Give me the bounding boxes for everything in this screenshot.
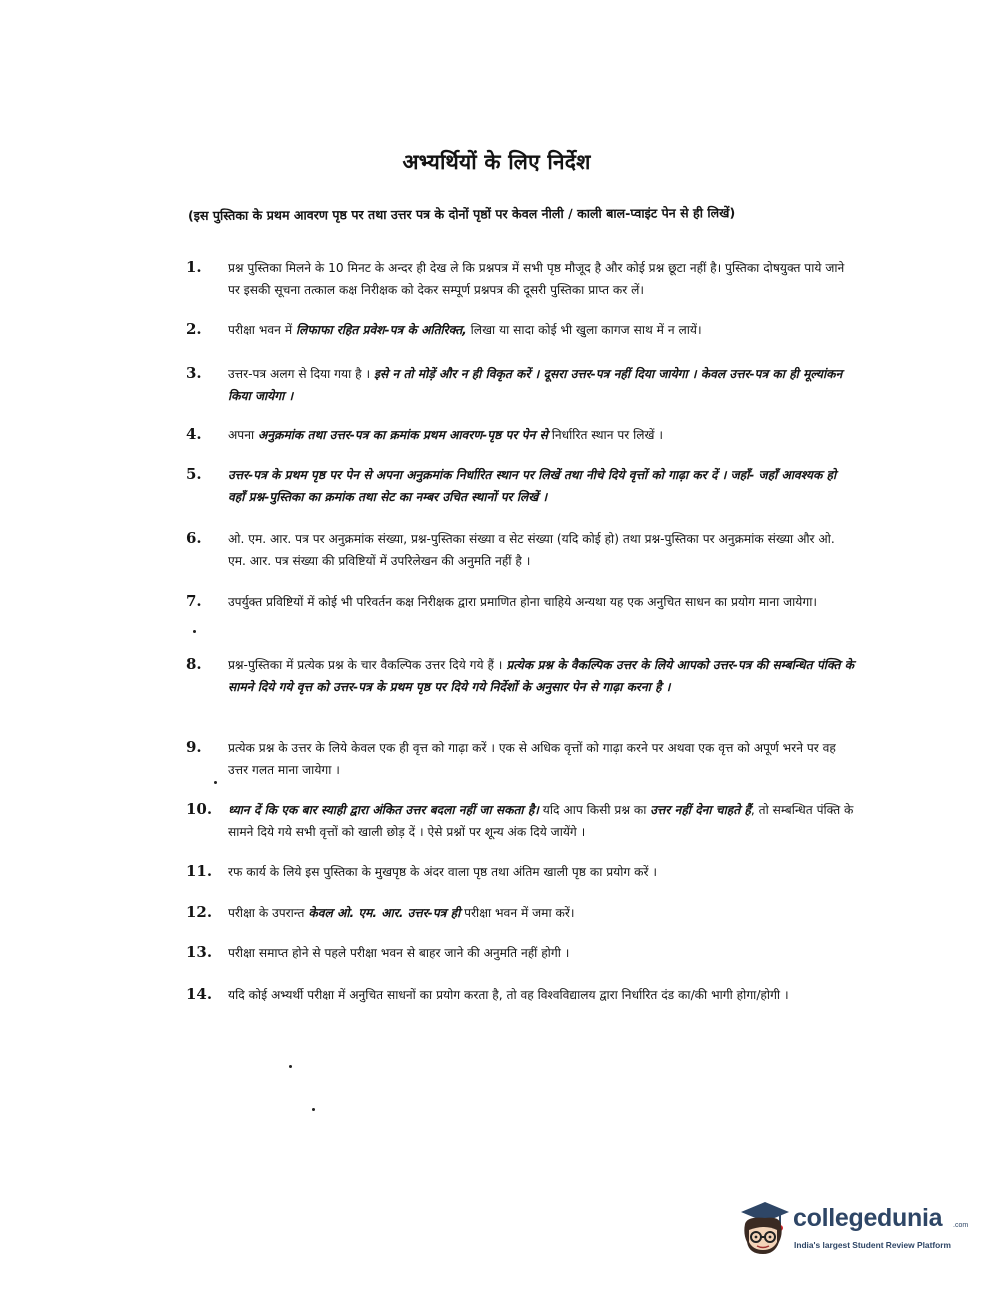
instruction-text-emphasis: उत्तर-पत्र के प्रथम पृष्ठ पर पेन से अपना अनुक्रमांक निर्धारित स्थान पर लिखें तथा नीचे दिये वृत्तों को गाढ़ा कर दें । जहाँ- जहाँ आवश्यक हो वहाँ प्रश्न-पुस्तिका का क्रमांक तथा सेट का नम्बर उचित स्थानों पर लिखें । xyxy=(228,468,837,504)
instruction-text xyxy=(228,799,856,843)
instruction-text xyxy=(228,984,856,1006)
scan-speck xyxy=(312,1108,315,1111)
instruction-number: 7. xyxy=(186,592,202,610)
instruction-text xyxy=(228,902,856,924)
scan-speck xyxy=(193,630,196,633)
brand-tagline: India's largest Student Review Platform xyxy=(794,1240,951,1250)
scan-speck xyxy=(289,1065,292,1068)
instruction-number: 8. xyxy=(186,655,202,673)
instruction-number: 4. xyxy=(186,425,202,443)
instruction-text-part: उपर्युक्त प्रविष्टियों में कोई भी परिवर्तन कक्ष निरीक्षक द्वारा प्रमाणित होना चाहिये अन्यथा यह एक अनुचित साधन का प्रयोग माना जायेगा। xyxy=(228,595,818,609)
instruction-number: 10. xyxy=(186,800,213,818)
mascot-logo-icon xyxy=(735,1198,791,1262)
instruction-text-emphasis: अनुक्रमांक तथा उत्तर-पत्र का क्रमांक प्रथम आवरण-पृष्ठ पर पेन से xyxy=(258,428,548,442)
instruction-text-part: अपना xyxy=(228,428,259,442)
page-title: अभ्यर्थियों के लिए निर्देश xyxy=(402,150,591,174)
instruction-text-part: उत्तर-पत्र अलग से दिया गया है । xyxy=(228,367,374,381)
instruction-text xyxy=(228,654,856,698)
instruction-number: 9. xyxy=(186,738,202,756)
instruction-text xyxy=(228,464,856,508)
brand-tld: .com xyxy=(953,1222,969,1229)
instruction-number: 13. xyxy=(186,943,213,961)
instruction-text xyxy=(228,528,856,572)
page-subtitle: (इस पुस्तिका के प्रथम आवरण पृष्ठ पर तथा उत्तर पत्र के दोनों पृष्ठों पर केवल नीली / काली बाल-प्वाइंट पेन से ही लिखें) xyxy=(187,205,736,223)
instruction-text-part: प्रत्येक प्रश्न के उत्तर के लिये केवल एक ही वृत्त को गाढ़ा करें । एक से अधिक वृत्तों को गाढ़ा करने पर अथवा एक वृत्त को अपूर्ण भरने पर वह उत्तर गलत माना जायेगा । xyxy=(228,741,836,777)
instruction-number: 12. xyxy=(186,903,213,921)
instruction-text-part: , तो सम्बन्धित पंक्ति के सामने दिये गये सभी वृत्तों को खाली छोड़ दें । ऐसे प्रश्नों पर शून्य अंक दिये जायेंगे । xyxy=(228,803,854,839)
instruction-text xyxy=(228,257,856,301)
instruction-text-part: निर्धारित स्थान पर लिखें । xyxy=(547,428,664,442)
collegedunia-watermark xyxy=(735,1198,969,1262)
instruction-text xyxy=(228,942,856,964)
instruction-text-part: यदि कोई अभ्यर्थी परीक्षा में अनुचित साधनों का प्रयोग करता है, तो वह विश्वविद्यालय द्वारा निर्धारित दंड का/की भागी होगा/होगी । xyxy=(228,988,789,1002)
instruction-number: 2. xyxy=(186,320,202,338)
instruction-text-emphasis: केवल ओ. एम. आर. उत्तर-पत्र ही xyxy=(308,906,461,920)
brand-name: collegedunia xyxy=(793,1204,943,1232)
instruction-text-emphasis: उत्तर नहीं देना चाहते हैं xyxy=(650,803,751,817)
instruction-text xyxy=(228,424,856,446)
instruction-text-emphasis: प्रत्येक प्रश्न के वैकल्पिक उत्तर के लिये आपको उत्तर-पत्र की सम्बन्धित पंक्ति के सामने दिये गये वृत्त को उत्तर-पत्र के प्रथम पृष्ठ पर दिये गये निर्देशों के अनुसार पेन से गाढ़ा करना है । xyxy=(228,658,855,694)
instruction-text xyxy=(228,861,856,883)
instruction-text-part: परीक्षा भवन में जमा करें। xyxy=(460,906,575,920)
instruction-number: 11. xyxy=(186,862,213,880)
instruction-text-part: ओ. एम. आर. पत्र पर अनुक्रमांक संख्या, प्रश्न-पुस्तिका संख्या व सेट संख्या (यदि कोई हो) तथा प्रश्न-पुस्तिका पर अनुक्रमांक संख्या और ओ. एम. आर. पत्र संख्या की प्रविष्टियों में उपरिलेखन की अनुमति नहीं है । xyxy=(228,532,835,568)
instruction-text-part: प्रश्न-पुस्तिका में प्रत्येक प्रश्न के चार वैकल्पिक उत्तर दिये गये हैं । xyxy=(228,658,507,672)
instruction-number: 6. xyxy=(186,529,202,547)
instruction-text xyxy=(228,363,856,407)
instruction-number: 3. xyxy=(186,364,202,382)
instruction-text-part: परीक्षा समाप्त होने से पहले परीक्षा भवन से बाहर जाने की अनुमति नहीं होगी । xyxy=(228,946,570,960)
instruction-text-emphasis: इसे न तो मोड़ें और न ही विकृत करें । दूसरा उत्तर-पत्र नहीं दिया जायेगा । केवल उत्तर-पत्र का ही मूल्यांकन किया जायेगा । xyxy=(228,367,843,403)
instruction-text-part: लिखा या सादा कोई भी खुला कागज साथ में न लायें। xyxy=(466,323,702,337)
scan-speck xyxy=(214,781,217,784)
instruction-number: 5. xyxy=(186,465,202,483)
instruction-text-part: यदि आप किसी प्रश्न का xyxy=(538,803,651,817)
instruction-text xyxy=(228,737,856,781)
instruction-text-emphasis: ध्यान दें कि एक बार स्याही द्वारा अंकित उत्तर बदला नहीं जा सकता है। xyxy=(228,803,539,817)
instruction-text xyxy=(228,591,856,613)
instruction-text-part: प्रश्न पुस्तिका मिलने के 10 मिनट के अन्दर ही देख ले कि प्रश्नपत्र में सभी पृष्ठ मौजूद है और कोई प्रश्न छूटा नहीं है। पुस्तिका दोषयुक्त पाये जाने पर इसकी सूचना तत्काल कक्ष निरीक्षक को देकर सम्पूर्ण प्रश्नपत्र की दूसरी पुस्तिका प्राप्त कर लें। xyxy=(228,261,845,297)
instruction-number: 1. xyxy=(186,258,202,276)
instruction-text-part: परीक्षा भवन में xyxy=(228,323,296,337)
instruction-number: 14. xyxy=(186,985,213,1003)
instruction-text-part: रफ कार्य के लिये इस पुस्तिका के मुखपृष्ठ के अंदर वाला पृष्ठ तथा अंतिम खाली पृष्ठ का प्रयोग करें । xyxy=(228,865,657,879)
instruction-text-part: परीक्षा के उपरान्त xyxy=(228,906,309,920)
instruction-text xyxy=(228,319,856,341)
instruction-text-emphasis: लिफाफा रहित प्रवेश-पत्र के अतिरिक्त, xyxy=(295,323,467,337)
